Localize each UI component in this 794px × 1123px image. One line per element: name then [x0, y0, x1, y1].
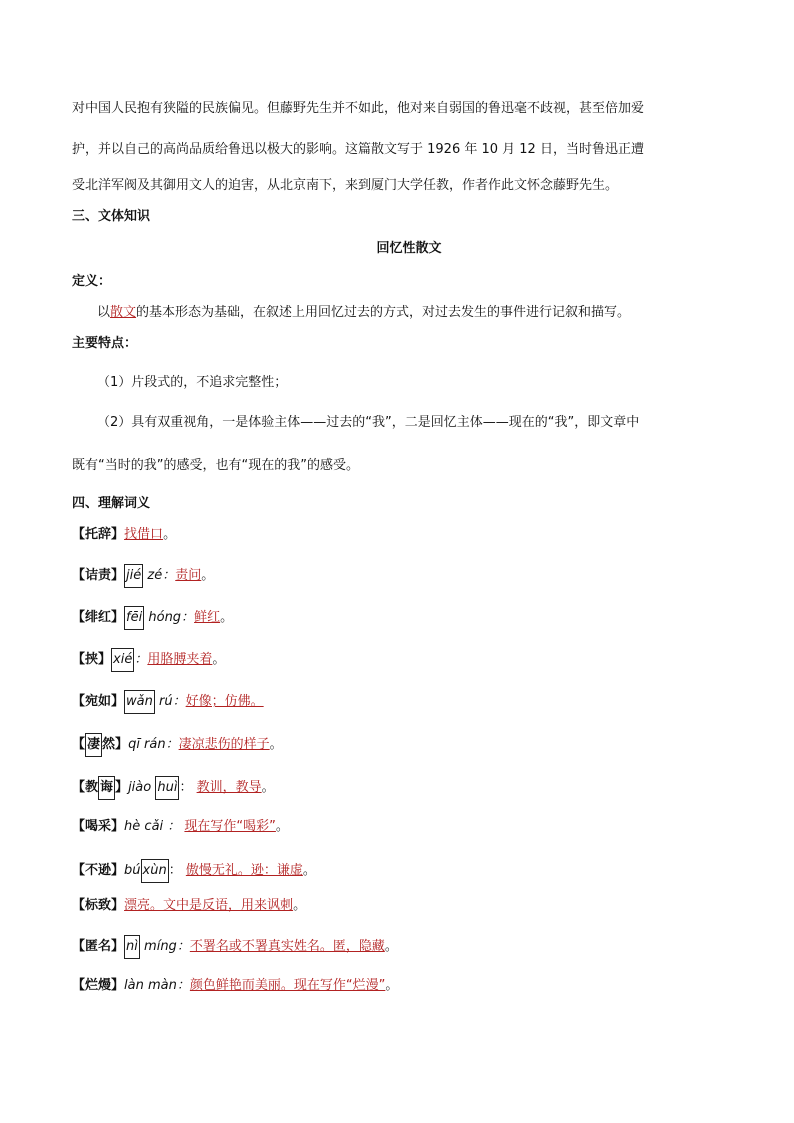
vocab-pinyin: zé：	[147, 568, 176, 583]
vocab-word: 诘责	[85, 568, 112, 583]
vocab-word: 喝采	[85, 819, 112, 834]
vocab-definition: 凄凉悲伤的样子	[178, 737, 270, 752]
vocab-pinyin: rú：	[159, 694, 186, 709]
vocab-pinyin: qī rán：	[128, 737, 179, 752]
pinyin-box: wǎn	[124, 690, 155, 714]
vocab-word: 托辞	[85, 527, 112, 542]
vocab-entry: 【标致】漂亮。文中是反语，用来讽刺。	[72, 898, 307, 913]
vocab-word-box: 凄	[85, 733, 102, 757]
pinyin-box: jié	[124, 564, 143, 588]
vocab-word: 烂熳	[85, 978, 112, 993]
definition-text	[97, 304, 630, 322]
vocab-definition: 不署名或不署真实姓名。匿，隐藏	[189, 939, 385, 954]
vocab-definition: 现在写作“喝彩”	[184, 819, 276, 834]
feature-2a: （2）具有双重视角，一是体验主体——过去的“我”，二是回忆主体——现在的“我”，即文章中	[97, 415, 640, 430]
intro-line-1: 对中国人民抱有狭隘的民族偏见。但藤野先生并不如此，他对来自弱国的鲁迅毫不歧视，甚至倍加爱	[72, 101, 645, 116]
vocab-word: 匿名	[85, 939, 112, 954]
vocab-word: 然	[102, 737, 116, 752]
vocab-entry: 【宛如】 wǎn rú：好像；仿佛。	[72, 690, 264, 714]
vocab-word: 标致	[85, 898, 112, 913]
definition-label: 定义：	[72, 274, 112, 289]
vocab-definition: 责问	[175, 568, 202, 583]
vocab-word: 不逊	[85, 863, 112, 878]
vocab-entry: 【挟】 xié ：用胳膊夹着。	[72, 648, 225, 672]
vocab-word-box: 诲	[98, 776, 115, 800]
vocab-definition: 好像；仿佛。	[185, 694, 264, 709]
vocab-pinyin: làn màn：	[124, 978, 190, 993]
vocab-definition: 傲慢无礼。逊：谦虚	[185, 863, 303, 878]
intro-line-3: 受北洋军阀及其御用文人的迫害，从北京南下，来到厦门大学任教，作者作此文怀念藤野先生。	[72, 178, 619, 193]
definition-post: 的基本形态为基础，在叙述上用回忆过去的方式，对过去发生的事件进行记叙和描写。	[136, 305, 631, 320]
vocab-word: 绯红	[85, 610, 112, 625]
vocab-pinyin: bú	[124, 863, 141, 878]
vocab-entry: 【教 诲 】jiào huì ： 教训，教导。	[72, 776, 275, 800]
vocab-pinyin: hóng：	[148, 610, 195, 625]
feature-2b: 既有“当时的我”的感受，也有“现在的我”的感受。	[72, 458, 359, 473]
vocab-entry: 【诘责】 jié zé：责问。	[72, 564, 214, 588]
vocab-definition: 用胳膊夹着	[147, 652, 213, 667]
vocab-pinyin: jiào	[128, 780, 152, 795]
vocab-entry: 【绯红】 fēi hóng：鲜红。	[72, 606, 233, 630]
vocab-word: 宛如	[85, 694, 112, 709]
vocab-pinyin: míng：	[144, 939, 190, 954]
section-heading-3: 三、文体知识	[72, 209, 151, 224]
pinyin-box: fēi	[124, 606, 144, 630]
section-heading-4: 四、理解词义	[72, 496, 151, 511]
pinyin-box: nì	[124, 935, 140, 959]
pinyin-box: xié	[111, 648, 134, 672]
vocab-pinyin: ：	[134, 652, 148, 667]
vocab-pinyin: hè cǎi ：	[124, 819, 181, 834]
vocab-definition: 教训，教导	[196, 780, 262, 795]
vocab-entry: 【托辞】找借口。	[72, 527, 177, 542]
vocab-word: 教	[85, 780, 99, 795]
vocab-entry: 【不逊】bú xùn ： 傲慢无礼。逊：谦虚。	[72, 859, 316, 883]
vocab-entry: 【匿名】 nì míng：不署名或不署真实姓名。匿，隐藏。	[72, 935, 398, 959]
vocab-entry: 【 凄 然】qī rán：凄凉悲伤的样子。	[72, 733, 283, 757]
vocab-definition: 漂亮。文中是反语，用来讽刺	[124, 898, 294, 913]
pinyin-box: huì	[155, 776, 179, 800]
vocab-entry: 【烂熳】làn màn：颜色鲜艳而美丽。现在写作“烂漫”。	[72, 978, 399, 993]
pinyin-box: xùn	[141, 859, 169, 883]
section-title: 回忆性散文	[376, 241, 442, 256]
features-label: 主要特点：	[72, 336, 138, 351]
vocab-entry: 【喝采】hè cǎi ： 现在写作“喝彩”。	[72, 819, 289, 834]
vocab-definition: 鲜红	[194, 610, 221, 625]
vocab-definition: 颜色鲜艳而美丽。现在写作“烂漫”	[189, 978, 386, 993]
definition-pre: 以	[97, 305, 111, 320]
feature-1: （1）片段式的，不追求完整性；	[97, 375, 288, 390]
vocab-word: 挟	[85, 652, 99, 667]
vocab-definition: 找借口	[124, 527, 164, 542]
intro-line-2: 护，并以自己的高尚品质给鲁迅以极大的影响。这篇散文写于 1926 年 10 月 12 日，当时鲁迅正遭	[72, 142, 644, 157]
definition-link[interactable]: 散文	[110, 305, 137, 320]
